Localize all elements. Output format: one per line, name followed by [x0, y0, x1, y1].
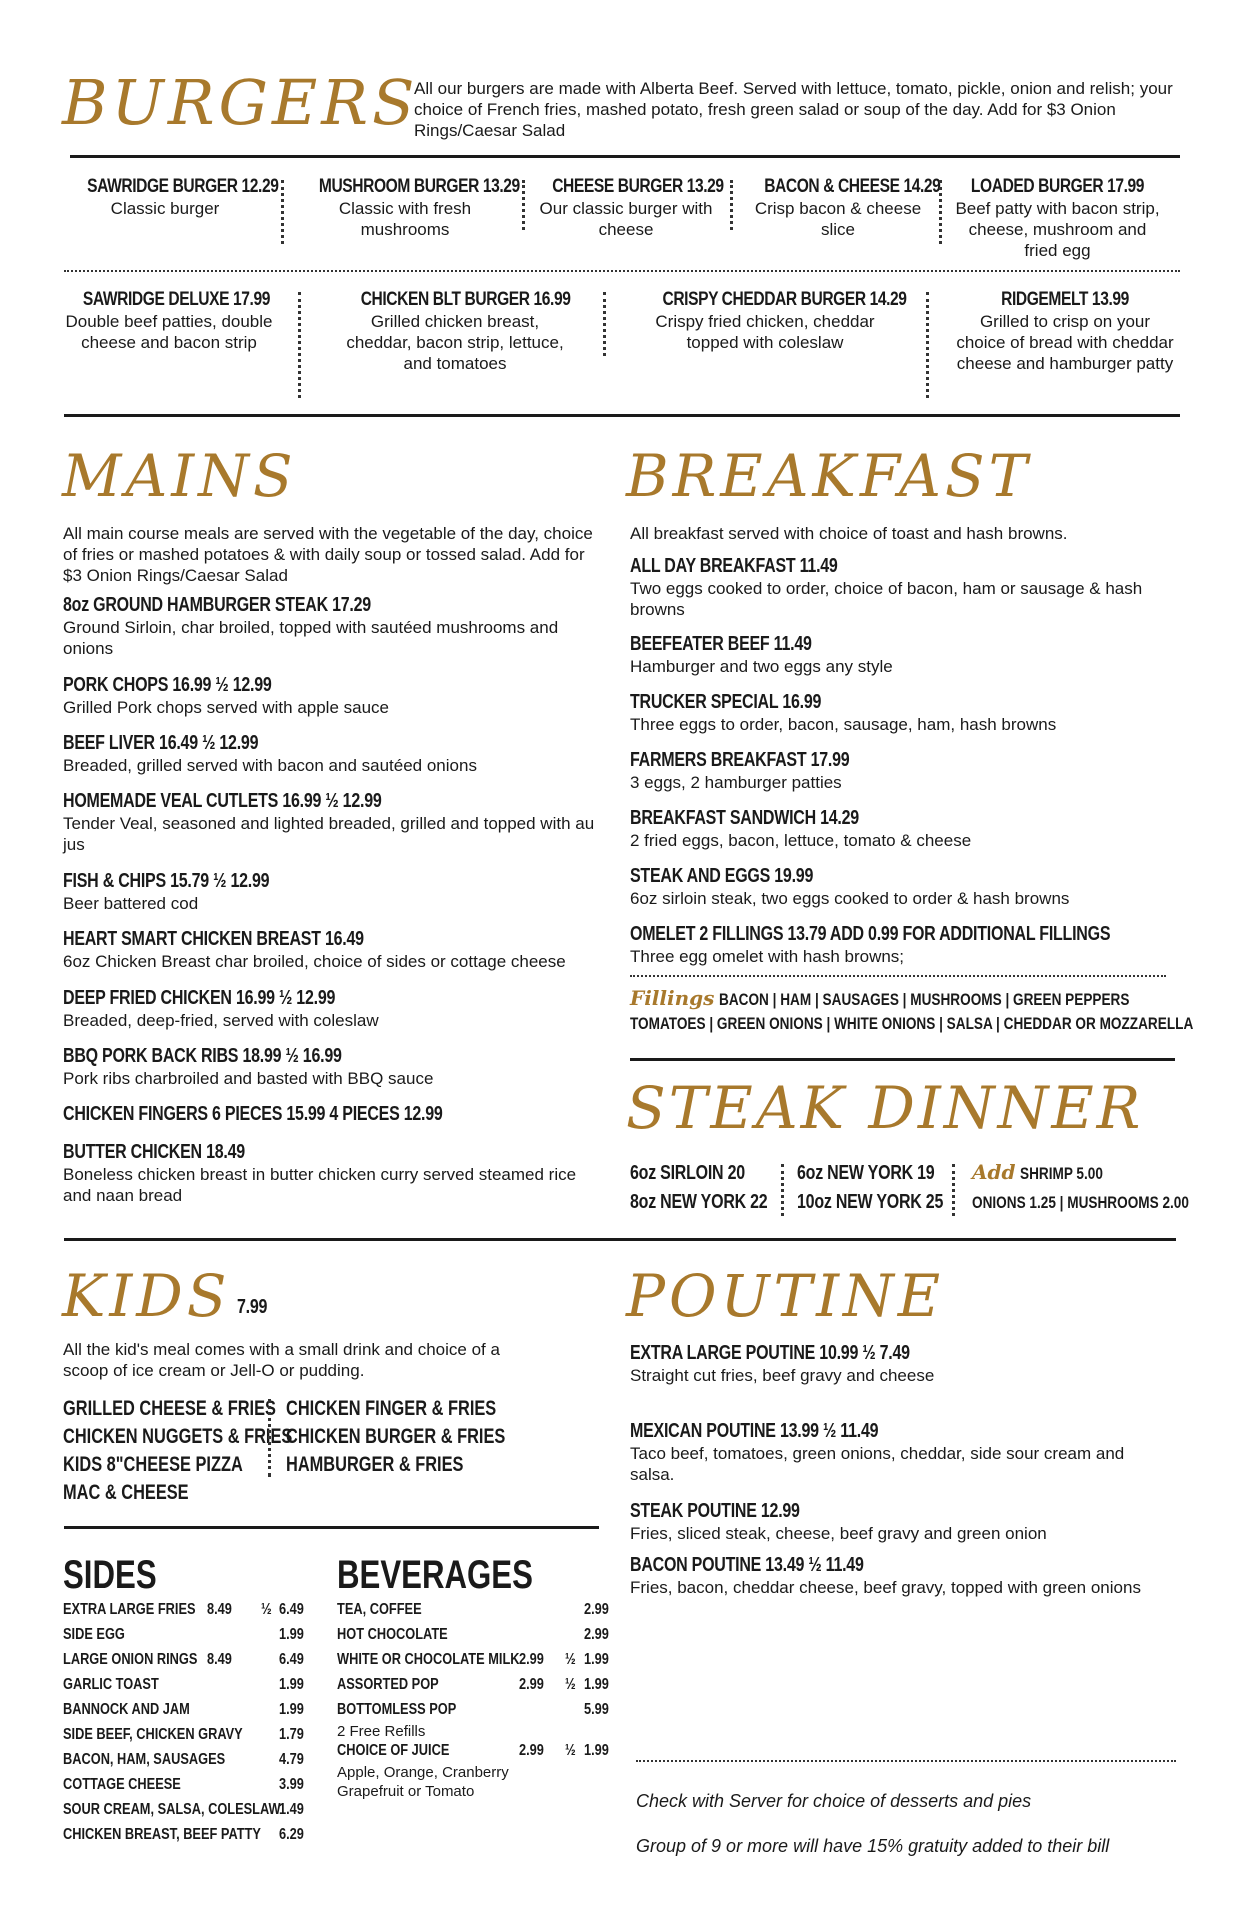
breakfast-item-desc: Two eggs cooked to order, choice of bacon, ham or sausage & hash browns [630, 579, 1143, 619]
beverages-row-name: BOTTOMLESS POP [337, 1701, 457, 1718]
beverages-row-note: Apple, Orange, Cranberry Grapefruit or Tomato [337, 1764, 509, 1800]
fillings-list-1: BACON | HAM | SAUSAGES | MUSHROOMS | GREEN PEPPERS [718, 990, 1130, 1009]
breakfast-item-desc: 6oz sirloin steak, two eggs cooked to order & hash browns [630, 889, 1070, 908]
beverages-title: BEVERAGES [337, 1553, 533, 1597]
poutine-item-name: STEAK POUTINE 12.99 [630, 1500, 800, 1522]
mains-item-name: BBQ PORK BACK RIBS 18.99 ½ 16.99 [63, 1045, 342, 1067]
breakfast-item-name: FARMERS BREAKFAST 17.99 [630, 749, 850, 771]
kids-title: KIDS [62, 1262, 231, 1330]
sides-row-p2: 4.79 [279, 1751, 304, 1768]
kids-item: MAC & CHEESE [63, 1481, 189, 1504]
fillings-line-2 [630, 1014, 1243, 1034]
burger-desc: Grilled chicken breast, cheddar, bacon strip, lettuce, and tomatoes [346, 312, 564, 373]
burger-desc: Our classic burger with cheese [539, 199, 713, 239]
burger-item [950, 176, 1165, 261]
mains-item-name: DEEP FRIED CHICKEN 16.99 ½ 12.99 [63, 987, 336, 1009]
divider [781, 1164, 784, 1216]
mains-item-name: PORK CHOPS 16.99 ½ 12.99 [63, 674, 272, 696]
beverages-row-p2: 2.99 [584, 1601, 609, 1618]
burger-item [340, 289, 570, 374]
steak-add-2: ONIONS 1.25 | MUSHROOMS 2.00 [972, 1193, 1189, 1212]
sides-row-name: SIDE BEEF, CHICKEN GRAVY [63, 1726, 243, 1743]
sides-row-p2: 3.99 [279, 1776, 304, 1793]
mains-item [63, 870, 608, 914]
burger-desc: Classic burger [110, 199, 220, 218]
mains-item-desc: Tender Veal, seasoned and lighted breaded, grilled and topped with au jus [63, 814, 595, 854]
sides-row-name: SIDE EGG [63, 1626, 125, 1643]
divider [926, 292, 929, 398]
mains-item [63, 1045, 608, 1089]
breakfast-bottom-rule [630, 1058, 1175, 1061]
divider [298, 292, 301, 398]
fillings-divider [630, 975, 1166, 977]
burger-desc: Crisp bacon & cheese slice [754, 199, 922, 239]
mains-item [63, 987, 608, 1031]
sides-row-p2: 6.49 [279, 1651, 304, 1668]
footer-desserts: Check with Server for choice of desserts and pies [636, 1791, 1032, 1811]
burgers-row-divider [64, 270, 1180, 272]
beverages-row-name: ASSORTED POP [337, 1676, 439, 1693]
burger-item [70, 176, 279, 219]
mains-item [63, 1141, 608, 1206]
poutine-item-desc: Fries, sliced steak, cheese, beef gravy and green onion [630, 1524, 1047, 1543]
sides-row-name: SOUR CREAM, SALSA, COLESLAW [63, 1801, 281, 1818]
sides-row-name: BACON, HAM, SAUSAGES [63, 1751, 226, 1768]
steak-add [972, 1193, 1243, 1213]
kids-item: CHICKEN NUGGETS & FRIES [63, 1425, 293, 1448]
divider [268, 1399, 271, 1477]
sides-row-p2: 6.29 [279, 1826, 304, 1843]
sides-row-p1: 8.49 [207, 1601, 232, 1618]
sides-row-name: EXTRA LARGE FRIES [63, 1601, 196, 1618]
mains-title: MAINS [62, 442, 297, 510]
steak-add-1: SHRIMP 5.00 [1019, 1164, 1103, 1183]
burger-item [748, 176, 941, 240]
burger-desc: Crispy fried chicken, cheddar topped with coleslaw [655, 312, 875, 352]
beverages-row-name: TEA, COFFEE [337, 1601, 422, 1618]
breakfast-item [630, 865, 1175, 909]
footer-gratuity: Group of 9 or more will have 15% gratuity added to their bill [636, 1836, 1110, 1856]
mains-item-name: HEART SMART CHICKEN BREAST 16.49 [63, 928, 364, 950]
mains-item-desc: Breaded, deep-fried, served with coleslaw [63, 1011, 379, 1030]
breakfast-item-desc: Three egg omelet with hash browns; [630, 947, 905, 966]
steak-item: 8oz NEW YORK 22 [630, 1191, 768, 1213]
poutine-item [630, 1342, 1150, 1386]
footer-divider [636, 1760, 1176, 1762]
mains-item [63, 790, 608, 855]
mains-item-desc: Breaded, grilled served with bacon and sautéed onions [63, 756, 477, 775]
beverages-row-note: 2 Free Refills [337, 1723, 426, 1740]
steak-title: STEAK DINNER [626, 1074, 1144, 1142]
breakfast-item [630, 633, 1175, 677]
poutine-item-desc: Fries, bacon, cheddar cheese, beef gravy, topped with green onions [630, 1578, 1141, 1597]
sides-row-name: LARGE ONION RINGS [63, 1651, 198, 1668]
burgers-title: BURGERS [62, 66, 419, 139]
beverages-row-half: ½ [565, 1651, 576, 1668]
burger-item [640, 289, 907, 353]
beverages-row-p2: 2.99 [584, 1626, 609, 1643]
burger-desc: Double beef patties, double cheese and bacon strip [65, 312, 273, 352]
kids-price: 7.99 [237, 1296, 268, 1318]
poutine-item-name: BACON POUTINE 13.49 ½ 11.49 [630, 1554, 864, 1576]
mid-rule [64, 1238, 1176, 1241]
breakfast-intro: All breakfast served with choice of toast and hash browns. [630, 524, 1068, 543]
sides-row-name: CHICKEN BREAST, BEEF PATTY [63, 1826, 261, 1843]
sides-row-name: BANNOCK AND JAM [63, 1701, 190, 1718]
breakfast-item [630, 807, 1175, 851]
mains-item [63, 732, 608, 776]
divider [952, 1164, 955, 1216]
breakfast-item-name: ALL DAY BREAKFAST 11.49 [630, 555, 838, 577]
kids-item: GRILLED CHEESE & FRIES [63, 1397, 276, 1420]
breakfast-item-desc: Three eggs to order, bacon, sausage, ham, hash browns [630, 715, 1057, 734]
kids-item: CHICKEN FINGER & FRIES [286, 1397, 497, 1420]
poutine-item-desc: Taco beef, tomatoes, green onions, cheddar, side sour cream and salsa. [630, 1444, 1125, 1484]
kids-intro: All the kid's meal comes with a small drink and choice of a scoop of ice cream or Jell-O or pudding. [63, 1340, 500, 1380]
burger-name: CRISPY CHEDDAR BURGER 14.29 [662, 289, 907, 310]
poutine-item-desc: Straight cut fries, beef gravy and cheese [630, 1366, 935, 1385]
mains-item-desc: Ground Sirloin, char broiled, topped with sautéed mushrooms and onions [63, 618, 559, 658]
mains-item-desc: Beer battered cod [63, 894, 199, 913]
poutine-item [630, 1554, 1150, 1598]
fillings-label: Fillings [630, 986, 715, 1010]
steak-item: 6oz SIRLOIN 20 [630, 1162, 745, 1184]
mains-item-name: FISH & CHIPS 15.79 ½ 12.99 [63, 870, 270, 892]
breakfast-title: BREAKFAST [626, 442, 1032, 510]
beverages-row-p2: 1.99 [584, 1676, 609, 1693]
kids-item: KIDS 8"CHEESE PIZZA [63, 1453, 243, 1476]
kids-item: HAMBURGER & FRIES [286, 1453, 464, 1476]
sides-title: SIDES [63, 1553, 157, 1597]
mains-item-desc: Boneless chicken breast in butter chicken curry served steamed rice and naan bread [63, 1165, 577, 1205]
beverages-row-half: ½ [565, 1742, 576, 1759]
beverages-row-p1: 2.99 [519, 1676, 544, 1693]
mains-item-desc: 6oz Chicken Breast char broiled, choice of sides or cottage cheese [63, 952, 566, 971]
divider [281, 180, 284, 244]
breakfast-item [630, 923, 1175, 967]
beverages-row-p2: 1.99 [584, 1651, 609, 1668]
fillings-list-2: TOMATOES | GREEN ONIONS | WHITE ONIONS | SALSA | CHEDDAR OR MOZZARELLA [630, 1014, 1194, 1033]
sides-row-p2: 1.99 [279, 1626, 304, 1643]
sides-row-p2: 1.79 [279, 1726, 304, 1743]
kids-bottom-rule [64, 1526, 599, 1529]
mains-item-name: 8oz GROUND HAMBURGER STEAK 17.29 [63, 594, 371, 616]
breakfast-item-name: STEAK AND EGGS 19.99 [630, 865, 814, 887]
burgers-top-rule [70, 155, 1180, 158]
sides-row-name: GARLIC TOAST [63, 1676, 159, 1693]
breakfast-item-name: BEEFEATER BEEF 11.49 [630, 633, 812, 655]
breakfast-item-desc: Hamburger and two eggs any style [630, 657, 893, 676]
mains-item-name: HOMEMADE VEAL CUTLETS 16.99 ½ 12.99 [63, 790, 382, 812]
mains-item-desc: Grilled Pork chops served with apple sauce [63, 698, 389, 717]
mains-item [63, 594, 608, 659]
burgers-bottom-rule [64, 414, 1180, 417]
burger-name: SAWRIDGE BURGER 12.29 [87, 176, 279, 197]
burger-name: BACON & CHEESE 14.29 [764, 176, 941, 197]
breakfast-item-desc: 2 fried eggs, bacon, lettuce, tomato & cheese [630, 831, 972, 850]
mains-item-name: BEEF LIVER 16.49 ½ 12.99 [63, 732, 259, 754]
steak-item: 10oz NEW YORK 25 [797, 1191, 944, 1213]
poutine-item [630, 1500, 1150, 1544]
burger-name: MUSHROOM BURGER 13.29 [318, 176, 520, 197]
burger-name: CHICKEN BLT BURGER 16.99 [360, 289, 571, 310]
divider [939, 180, 942, 244]
beverages-row-name: WHITE OR CHOCOLATE MILK [337, 1651, 520, 1668]
burger-name: SAWRIDGE DELUXE 17.99 [82, 289, 270, 310]
mains-item [63, 674, 608, 718]
sides-row-p2: 1.99 [279, 1676, 304, 1693]
mains-item-name: CHICKEN FINGERS 6 PIECES 15.99 4 PIECES 12.99 [63, 1103, 443, 1125]
mains-item [63, 928, 608, 972]
breakfast-item [630, 749, 1175, 793]
burger-desc: Classic with fresh mushrooms [338, 199, 472, 239]
steak-item: 6oz NEW YORK 19 [797, 1162, 935, 1184]
beverages-row-name: HOT CHOCOLATE [337, 1626, 448, 1643]
sides-row-name: COTTAGE CHEESE [63, 1776, 181, 1793]
breakfast-item-desc: 3 eggs, 2 hamburger patties [630, 773, 842, 792]
beverages-row-p2: 1.99 [584, 1742, 609, 1759]
mains-intro: All main course meals are served with the vegetable of the day, choice of fries or mashed potatoes & with daily soup or tossed salad. Add for $3 Onion Rings/Caesar Salad [63, 524, 593, 585]
burger-name: RIDGEMELT 13.99 [1001, 289, 1129, 310]
sides-row-p2: 1.49 [279, 1801, 304, 1818]
burgers-intro: All our burgers are made with Alberta Beef. Served with lettuce, tomato, pickle, onion and relish; your choice of French fries, mashed potato, fresh green salad or soup of the day. Add for $3 Onion Rings/Caesar Salad [414, 79, 1173, 140]
breakfast-item-name: OMELET 2 FILLINGS 13.79 ADD 0.99 FOR ADDITIONAL FILLINGS [630, 923, 1111, 945]
burger-item [64, 289, 274, 353]
poutine-title: POUTINE [626, 1262, 945, 1330]
sides-row-p2: 1.99 [279, 1701, 304, 1718]
burger-name: CHEESE BURGER 13.29 [552, 176, 724, 197]
beverages-row-p2: 5.99 [584, 1701, 609, 1718]
poutine-item-name: MEXICAN POUTINE 13.99 ½ 11.49 [630, 1420, 879, 1442]
poutine-item-name: EXTRA LARGE POUTINE 10.99 ½ 7.49 [630, 1342, 910, 1364]
mains-item-desc: Pork ribs charbroiled and basted with BBQ sauce [63, 1069, 434, 1088]
add-label: Add [972, 1160, 1016, 1184]
fillings-line-1 [630, 986, 1232, 1010]
burger-name: LOADED BURGER 17.99 [970, 176, 1145, 197]
steak-add [972, 1160, 1124, 1184]
beverages-row-p1: 2.99 [519, 1651, 544, 1668]
mains-item-name: BUTTER CHICKEN 18.49 [63, 1141, 245, 1163]
divider [730, 180, 733, 230]
burger-item [300, 176, 520, 240]
divider [522, 180, 525, 230]
beverages-row-name: CHOICE OF JUICE [337, 1742, 450, 1759]
mains-item [63, 1103, 608, 1126]
breakfast-item [630, 555, 1175, 620]
breakfast-item-name: BREAKFAST SANDWICH 14.29 [630, 807, 859, 829]
sides-row-p2: 6.49 [279, 1601, 304, 1618]
divider [603, 292, 606, 356]
kids-item: CHICKEN BURGER & FRIES [286, 1425, 506, 1448]
sides-row-half: ½ [261, 1601, 272, 1618]
burger-item [955, 289, 1175, 374]
breakfast-item [630, 691, 1175, 735]
beverages-row-p1: 2.99 [519, 1742, 544, 1759]
breakfast-item-name: TRUCKER SPECIAL 16.99 [630, 691, 822, 713]
burger-desc: Grilled to crisp on your choice of bread with cheddar cheese and hamburger patty [956, 312, 1174, 373]
beverages-row-half: ½ [565, 1676, 576, 1693]
poutine-item [630, 1420, 1150, 1485]
burger-item [536, 176, 724, 240]
burger-desc: Beef patty with bacon strip, cheese, mushroom and fried egg [955, 199, 1160, 260]
sides-row-p1: 8.49 [207, 1651, 232, 1668]
